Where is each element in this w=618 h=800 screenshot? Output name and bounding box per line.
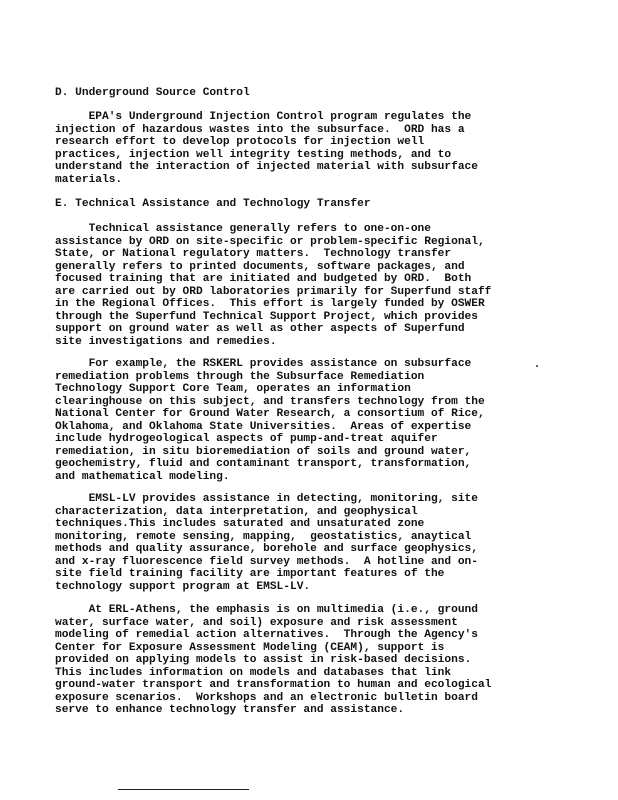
text-line: Oklahoma, and Oklahoma State Universities. Areas of expertise [55,420,472,433]
text-line: exposure scenarios. Workshops and an electronic bulletin board [55,691,478,704]
text-line: methods and quality assurance, borehole and surface geophysics, [55,543,478,555]
text-line: characterization, data interpretation, and geophysical [55,505,418,518]
scan-speck [536,365,538,367]
text-line: include hydrogeological aspects of pump-and-treat aquifer [55,433,438,445]
text-line: and x-ray fluorescence field survey methods. A hotline and on- [55,555,478,568]
text-line: geochemistry, fluid and contaminant transport, transformation, [55,458,472,470]
text-line: support on ground water as well as other aspects of Superfund [55,323,465,335]
text-line: remediation problems through the Subsurface Remediation [55,370,425,383]
text-line: in the Regional Offices. This effort is largely funded by OSWER [55,298,485,310]
text-line: clearinghouse on this subject, and transfers technology from the [55,395,485,408]
text-line: provided on applying models to assist in risk-based decisions. [55,654,472,666]
footnote-rule [118,789,249,790]
text-line: remediation, in situ bioremediation of soils and ground water, [55,445,472,458]
text-line: EMSL-LV provides assistance in detecting, monitoring, site [55,493,478,505]
text-line: State, or National regulatory matters. Technology transfer [55,248,452,260]
text-line: site investigations and remedies. [55,335,277,348]
text-line: technology support program at EMSL-LV. [55,580,311,593]
section-heading-e: E. Technical Assistance and Technology Transfer [55,198,371,210]
text-line: For example, the RSKERL provides assistance on subsurface [55,358,472,370]
text-line: Technology Support Core Team, operates an information [55,383,411,395]
text-line: practices, injection well integrity testing methods, and to [55,148,452,161]
text-line: materials. [55,173,123,186]
text-line: through the Superfund Technical Support Project, which provides [55,310,478,323]
text-line: generally refers to printed documents, software packages, and [55,260,465,273]
text-line: water, surface water, and soil) exposure and risk assessment [55,616,458,629]
text-line: understand the interaction of injected material with subsurface [55,161,478,173]
text-line: ground-water transport and transformation to human and ecological [55,679,492,691]
text-line: focused training that are initiated and budgeted by ORD. Both [55,273,472,285]
text-line: and mathematical modeling. [55,470,230,483]
text-line: Technical assistance generally refers to one-on-one [55,223,431,235]
text-line: injection of hazardous wastes into the subsurface. ORD has a [55,123,465,136]
text-line: monitoring, remote sensing, mapping, geostatistics, anaytical [55,530,472,543]
text-line: EPA's Underground Injection Control program regulates the [55,111,472,123]
text-line: At ERL-Athens, the emphasis is on multimedia (i.e., ground [55,604,478,616]
text-line: This includes information on models and databases that link [55,666,452,679]
text-line: techniques.This includes saturated and unsaturated zone [55,518,425,530]
section-heading-d: D. Underground Source Control [55,87,250,99]
text-line: are carried out by ORD laboratories primarily for Superfund staff [55,285,492,298]
text-line: assistance by ORD on site-specific or problem-specific Regional, [55,235,485,248]
text-line: modeling of remedial action alternatives. Through the Agency's [55,629,478,641]
text-line: serve to enhance technology transfer and assistance. [55,704,405,716]
text-line: research effort to develop protocols for injection well [55,136,425,148]
text-line: site field training facility are important features of the [55,568,445,580]
text-line: Center for Exposure Assessment Modeling (CEAM), support is [55,641,445,654]
text-line: National Center for Ground Water Research, a consortium of Rice, [55,408,485,420]
